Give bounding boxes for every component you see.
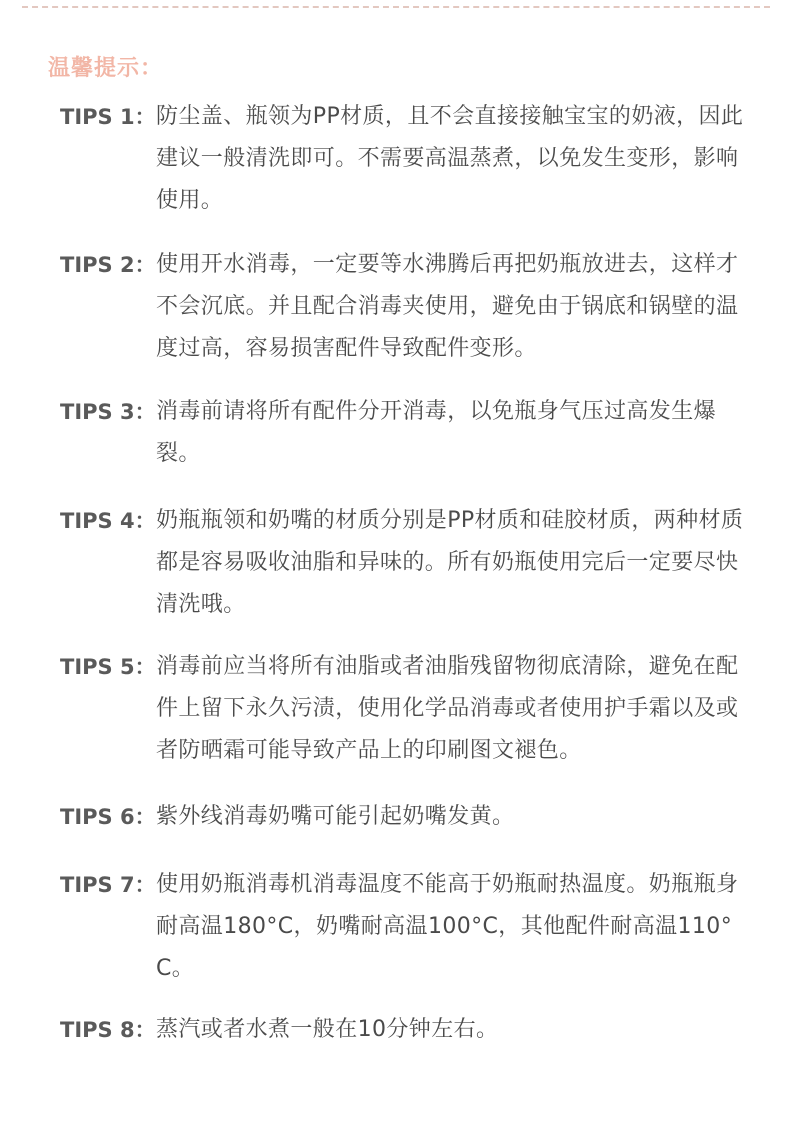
tip-text: 消毒前应当将所有油脂或者油脂残留物彻底清除，避免在配件上留下永久污渍，使用化学品消毒或者使用护手霜以及或者防晒霜可能导致产品上的印刷图文褪色。 — [156, 654, 739, 763]
tip-text: 消毒前请将所有配件分开消毒，以免瓶身气压过高发生爆裂。 — [156, 399, 717, 466]
tip-label: TIPS 3： — [60, 400, 156, 424]
tip-label: TIPS 8： — [60, 1018, 156, 1042]
tip-label: TIPS 2： — [60, 253, 156, 277]
tip-text: 紫外线消毒奶嘴可能引起奶嘴发黄。 — [156, 804, 515, 829]
tip-text: 使用开水消毒，一定要等水沸腾后再把奶瓶放进去，这样才不会沉底。并且配合消毒夹使用，避免由于锅底和锅壁的温度过高，容易损害配件导致配件变形。 — [156, 252, 739, 361]
tip-label: TIPS 5： — [60, 655, 156, 679]
tip-label: TIPS 6： — [60, 805, 156, 829]
notice-heading: 温馨提示： — [48, 56, 164, 81]
tip-text: 使用奶瓶消毒机消毒温度不能高于奶瓶耐热温度。奶瓶瓶身耐高温180°C，奶嘴耐高温100°C，其他配件耐高温110°C。 — [156, 872, 739, 981]
tip-label: TIPS 1： — [60, 105, 156, 129]
tip-label: TIPS 4： — [60, 509, 156, 533]
tip-label: TIPS 7： — [60, 873, 156, 897]
tip-text: 防尘盖、瓶领为PP材质，且不会直接接触宝宝的奶液，因此建议一般清洗即可。不需要高温蒸煮，以免发生变形，影响使用。 — [156, 104, 744, 213]
tip-text: 奶瓶瓶领和奶嘴的材质分别是PP材质和硅胶材质，两种材质都是容易吸收油脂和异味的。所有奶瓶使用完后一定要尽快清洗哦。 — [156, 508, 744, 617]
dashed-divider — [22, 6, 770, 8]
tip-text: 蒸汽或者水煮一般在10分钟左右。 — [156, 1017, 499, 1042]
